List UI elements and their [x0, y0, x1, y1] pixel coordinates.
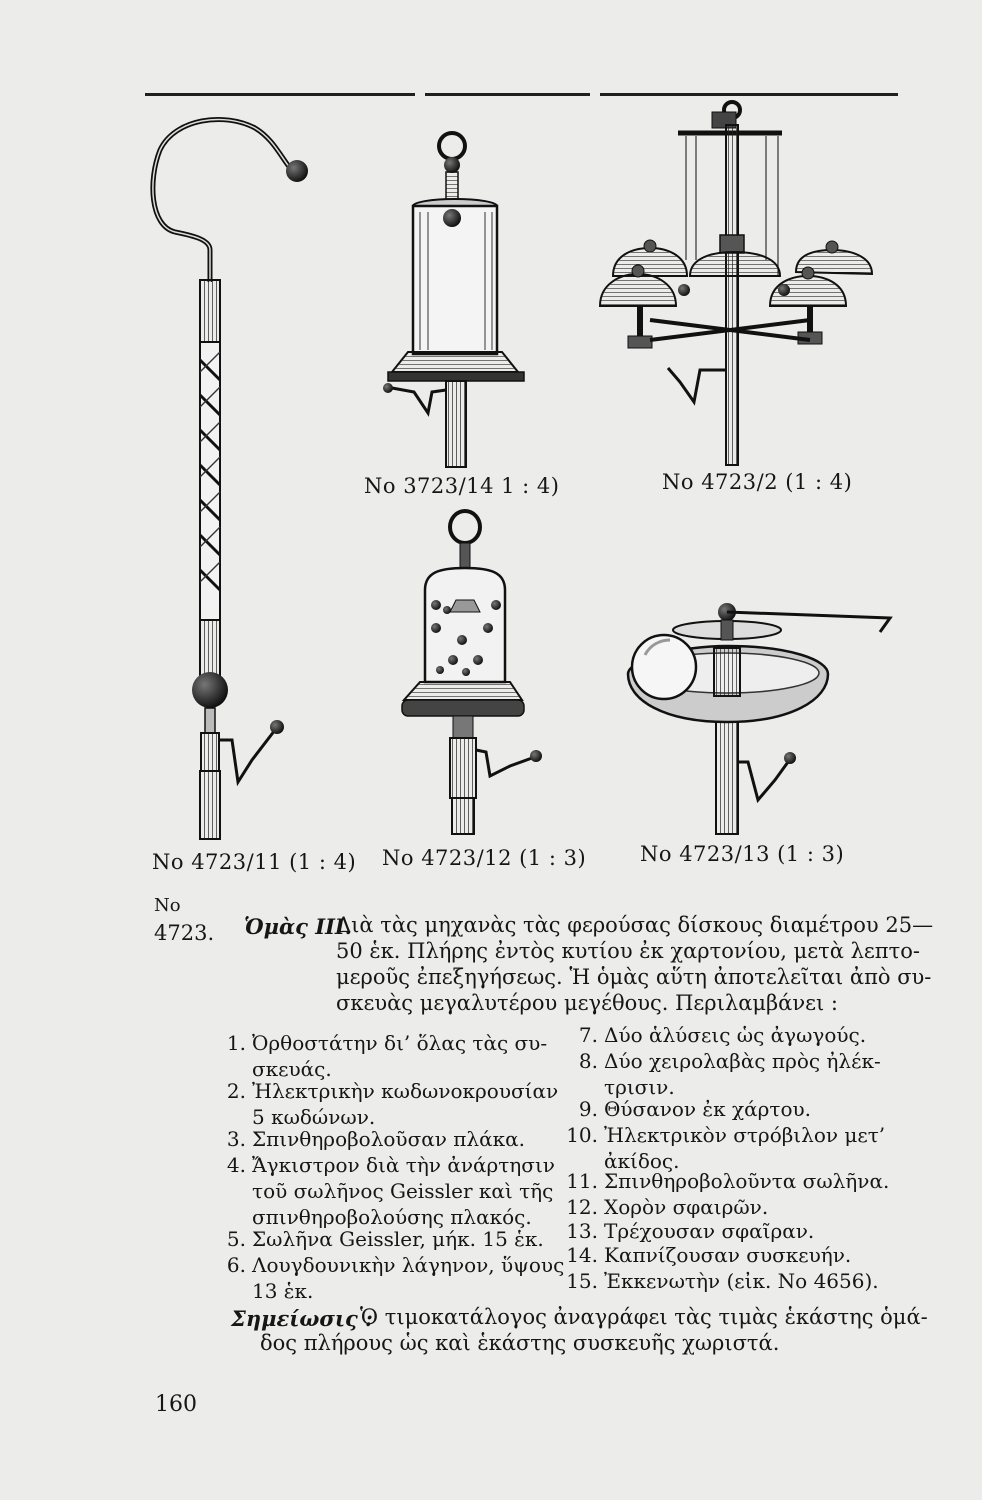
list-item: 10. Ἠλεκτρικὸν στρόβιλον μετ’ ἀκίδος.: [566, 1123, 886, 1173]
list-item: 1. Ὀρθοστάτην δι’ ὅλας τὰς συ- σκευάς.: [226, 1031, 548, 1081]
list-item: 9. Θύσανον ἐκ χάρτου.: [578, 1097, 812, 1121]
figure-4723-2-carillon: [600, 102, 872, 465]
entry-line-4: σκευὰς μεγαλυτέρου μεγέθους. Περιλαμβάνει :: [336, 991, 838, 1015]
list-item: 13. Τρέχουσαν σφαῖραν.: [566, 1219, 815, 1243]
list-item: 8. Δύο χειρολαβὰς πρὸς ἠλέκ- τρισιν.: [578, 1049, 881, 1099]
note-line-1: Ὁ τιμοκατάλογος ἀναγράφει τὰς τιμὰς ἑκάστης ὁμά-: [360, 1305, 928, 1329]
list-item: 12. Χορὸν σφαιρῶν.: [566, 1195, 769, 1219]
list-item: 14. Καπνίζουσαν συσκευήν.: [566, 1243, 852, 1267]
list-item: 2. Ἠλεκτρικὴν κωδωνοκρουσίαν 5 κωδώνων.: [226, 1079, 559, 1129]
figure-4723-12-bottle: [402, 511, 542, 834]
entry-no-label: No: [154, 895, 181, 916]
entry-group-title: Ὁμὰς III.: [244, 914, 353, 939]
figure-3723-14-cylinder: [383, 133, 524, 467]
entry-number: 4723.: [154, 921, 215, 945]
list-item: 5. Σωλῆνα Geissler, μήκ. 15 ἑκ.: [226, 1227, 544, 1251]
list-item: 7. Δύο ἁλύσεις ὡς ἀγωγούς.: [578, 1023, 867, 1047]
caption-4723-11: No 4723/11 (1 : 4): [152, 850, 357, 874]
note-label: Σημείωσις :: [231, 1306, 373, 1331]
caption-3723-14: No 3723/14 1 : 4): [364, 474, 560, 498]
figure-4723-11-stand: [153, 119, 308, 839]
caption-4723-13: No 4723/13 (1 : 3): [640, 842, 845, 866]
entry-line-1: Διὰ τὰς μηχανὰς τὰς φερούσας δίσκους διαμέτρου 25—: [336, 913, 934, 937]
caption-4723-12: No 4723/12 (1 : 3): [382, 846, 587, 870]
list-item: 4. Ἄγκιστρον διὰ τὴν ἀνάρτησιν τοῦ σωλῆνος Geissler καὶ τῆς σπινθηροβολούσης πλακός.: [226, 1153, 555, 1229]
page-number: 160: [155, 1392, 197, 1417]
note-line-2: δος πλήρους ὡς καὶ ἑκάστης συσκευῆς χωριστά.: [260, 1331, 780, 1355]
entry-line-3: μεροῦς ἐπεξηγήσεως. Ἡ ὁμὰς αὕτη ἀποτελεῖται ἀπὸ συ-: [336, 965, 932, 989]
list-item: 6. Λουγδουνικὴν λάγηνον, ὕψους 13 ἑκ.: [226, 1253, 565, 1303]
caption-4723-2: No 4723/2 (1 : 4): [662, 470, 853, 494]
list-item: 15. Ἐκκενωτὴν (εἰκ. No 4656).: [566, 1269, 879, 1293]
figure-4723-13-dish: [628, 603, 890, 834]
list-item: 11. Σπινθηροβολοῦντα σωλῆνα.: [566, 1169, 890, 1193]
entry-line-2: 50 ἑκ. Πλήρης ἐντὸς κυτίου ἐκ χαρτονίου, μετὰ λεπτο-: [336, 939, 920, 963]
list-item: 3. Σπινθηροβολοῦσαν πλάκα.: [226, 1127, 525, 1151]
